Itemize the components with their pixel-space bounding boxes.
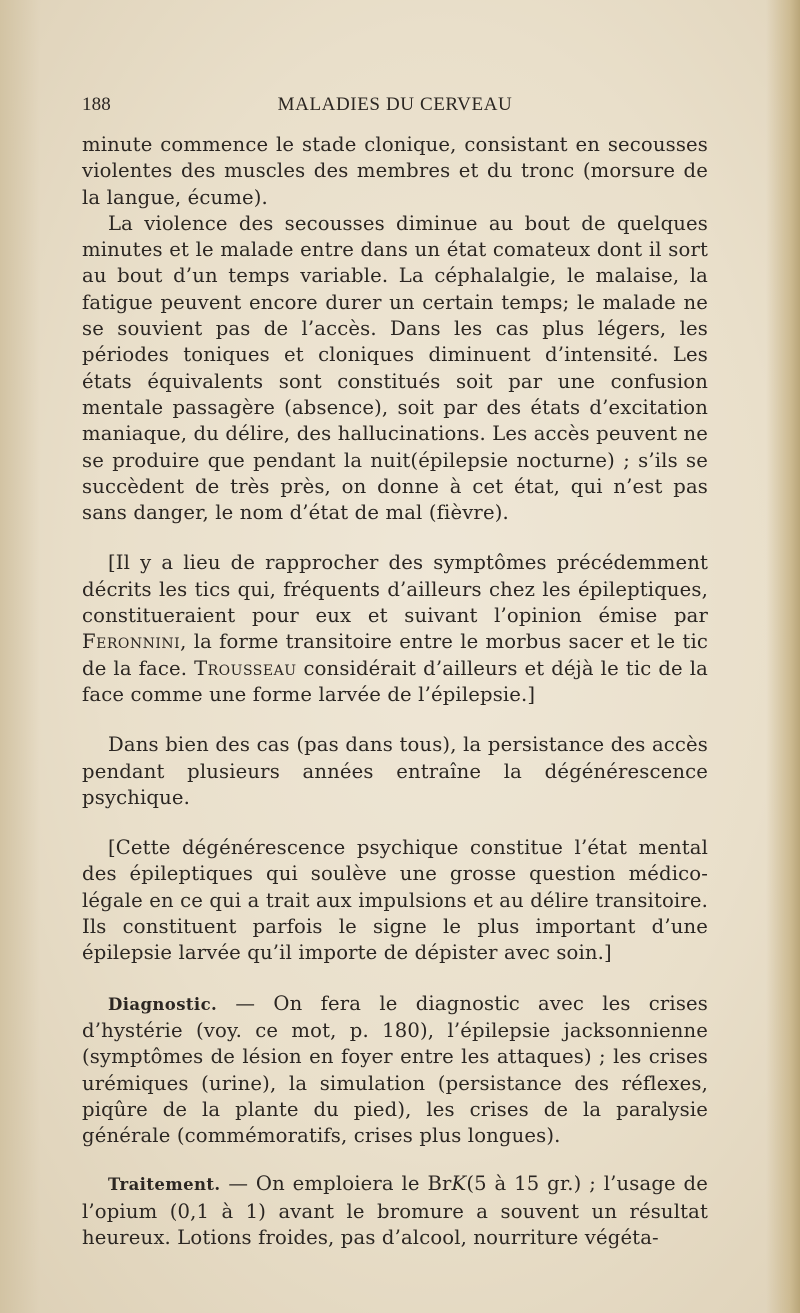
treatment-heading: Traitement. <box>108 1175 221 1195</box>
page-header <box>82 92 708 132</box>
treatment-text-a: — On emploiera le Br <box>220 1172 452 1196</box>
author-feronnini: Feronnini <box>82 630 181 654</box>
diagnostic-heading: Diagnostic. <box>108 994 218 1014</box>
text-block <box>82 92 708 1251</box>
paragraph-diagnostic <box>82 991 708 1150</box>
paragraph-tics <box>82 550 708 708</box>
tics-text-3: considérait d’ailleurs et déjà le tic de la face comme une forme larvée de l’épilepsie.] <box>82 656 708 706</box>
paragraph-treatment <box>82 1171 708 1251</box>
page-edge-right <box>766 0 800 1313</box>
treatment-text-b: (5 à 15 gr.) ; l’usage de l’opium (0,1 à 1) avant le bromure a souvent un résultat heureux. Lotions froides, pas d’alcool, nourriture végéta- <box>82 1172 709 1249</box>
paragraph-continued: minute commence le stade clonique, consistant en secousses violentes des muscles des membres et du tronc (morsure de la langue, écume). <box>82 133 708 209</box>
author-trousseau: Trousseau <box>194 656 297 680</box>
paragraph-mental-state: [Cette dégénérescence psychique constitue l’état mental des épileptiques qui soulève une grosse question médico-légale en ce qui a trait aux impulsions et au délire transitoire. Ils constituent parfois le signe le plus important d’une épilepsie larvée qu’il importe de dépister avec soin.] <box>82 836 708 965</box>
tics-text-1: [Il y a lieu de rapprocher des symptômes précédemment décrits les tics qui, fréquents d’ailleurs chez les épileptiques, constitueraient pour eux et suivant l’opinion émise par <box>82 551 708 628</box>
page-number: 188 <box>82 94 111 115</box>
running-head: MALADIES DU CERVEAU <box>277 94 513 115</box>
tics-text-2: , la forme transitoire entre le morbus sacer et le tic de la face. <box>82 630 708 680</box>
paragraph-degeneration: Dans bien des cas (pas dans tous), la persistance des accès pendant plusieurs années entraîne la dégénérescence psychique. <box>82 733 708 809</box>
paragraph-crisis-evolution: La violence des secousses diminue au bout de quelques minutes et le malade entre dans un état comateux dont il sort au bout d’un temps variable. La céphalalgie, le malaise, la fatigue peuvent encore durer un certain temps; le malade ne se souvient pas de l’accès. Dans les cas plus légers, les périodes toniques et cloniques diminuent d’intensité. Les états équivalents sont constitués soit par une confusion mentale passagère (absence), soit par des états d’excitation maniaque, du délire, des hallucinations. Les accès peuvent ne se produire que pendant la nuit(épilepsie nocturne) ; s’ils se succèdent de très près, on donne à cet état, qui n’est pas sans danger, le nom d’état de mal (fièvre). <box>82 211 708 525</box>
page-shadow-left <box>0 0 40 1313</box>
diagnostic-text: — On fera le diagnostic avec les crises d’hystérie (voy. ce mot, p. 180), l’épilepsie jacksonnienne (symptômes de lésion en foyer entre les attaques) ; les crises urémiques (urine), la simulation (persistance des réflexes, piqûre de la plante du pied), les crises de la paralysie générale (commémoratifs, crises plus longues). <box>82 991 708 1148</box>
potassium-symbol: K <box>451 1172 467 1196</box>
